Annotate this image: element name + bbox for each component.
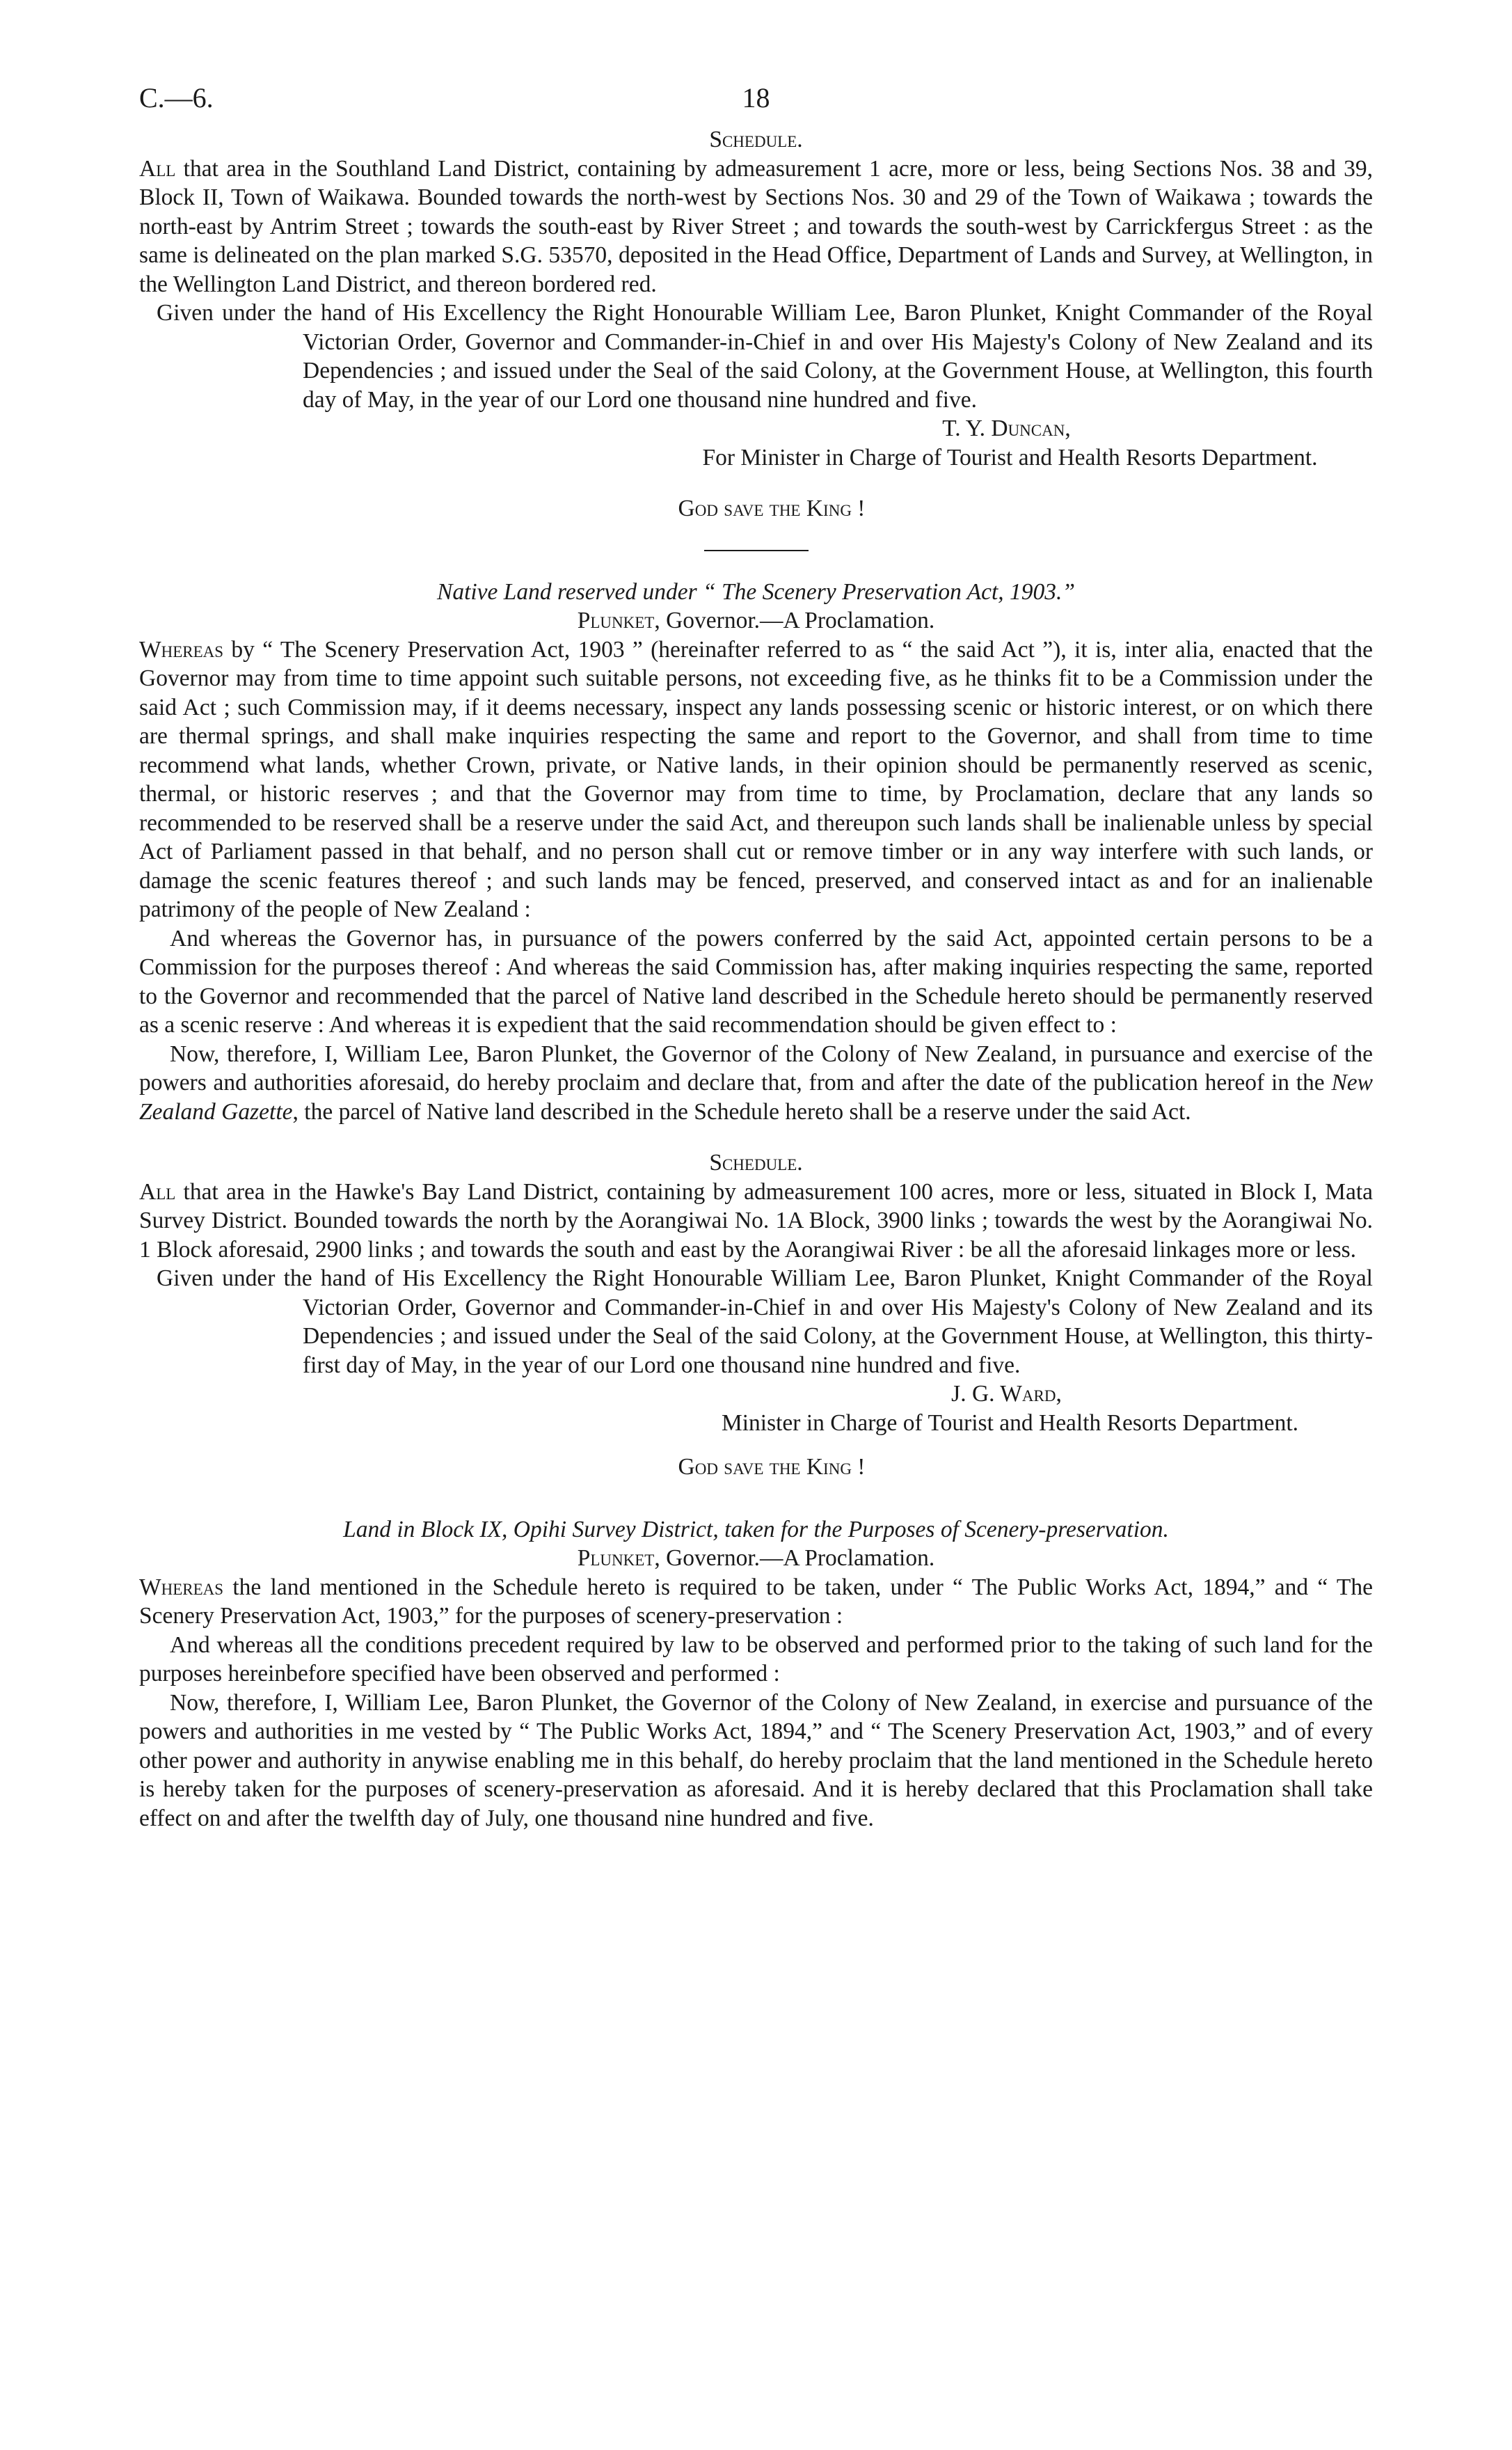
schedule-paragraph (139, 1178, 1373, 1265)
now-therefore-paragraph: Now, therefore, I, William Lee, Baron Plunket, the Governor of the Colony of New Zealand, in exercise and pursuance of the powers and authorities in me vested by “ The Public Works Act, 1894,” and “ The Scenery Preservation Act, 1903,” and of every other power and authority in anywise enabling me in this behalf, do hereby proclaim that the land mentioned in the Schedule hereto is hereby taken for the purposes of scenery-preservation as aforesaid. And it is hereby declared that this Proclamation shall take effect on and after the twelfth day of July, one thousand nine hundred and five. (139, 1689, 1373, 1831)
whereas-lead-word: Whereas (139, 1574, 224, 1600)
proclamation-title: Native Land reserved under “ The Scenery Preservation Act, 1903.” (436, 578, 1076, 605)
section-native-land-reserve (139, 578, 1373, 1482)
gazette-name: New Zealand Gazette (139, 1070, 1373, 1125)
whereas-paragraph (139, 635, 1373, 924)
schedule-paragraph (139, 155, 1373, 299)
proclamation-heading (139, 1544, 1373, 1573)
governor-name: Plunket, (577, 1545, 660, 1571)
schedule-lead-word: All (139, 155, 176, 182)
given-under-paragraph: Given under the hand of His Excellency the Right Honourable William Lee, Baron Plunket, Knight Commander of the Royal Victorian Order, Governor and Commander-in-Chief in and over His Majesty's Colony of New Zealand and its Dependencies ; and issued under the Seal of the said Colony, at the Government House, at Wellington, this thirty-first day of May, in the year of our Lord one thousand nine hundred and five. (157, 1265, 1373, 1378)
proclamation-title: Land in Block IX, Opihi Survey District, taken for the Purposes of Scenery-preservation. (343, 1516, 1169, 1542)
signatory-name: J. G. Ward, (951, 1381, 1062, 1407)
section-southland-schedule (139, 125, 1373, 523)
governor-name: Plunket, (577, 608, 660, 633)
now-therefore-text-end: , the parcel of Native land described in the Schedule hereto shall be a reserve under the said Act. (292, 1098, 1191, 1125)
schedule-text: that area in the Hawke's Bay Land District, containing by admeasurement 100 acres, more or less, situated in Block I, Mata Survey District. Bounded towards the north by the Aorangiwai No. 1A Block, 3900 links ; towards the west by the Aorangiwai No. 1 Block aforesaid, 2900 links ; and towards the south and east by the Aorangiwai River : be all the aforesaid linkages more or less. (139, 1178, 1373, 1263)
page-number: 18 (742, 82, 770, 113)
proclamation-label: Governor.—A Proclamation. (660, 1545, 935, 1571)
proclamation-label: Governor.—A Proclamation. (660, 608, 935, 633)
section-opihi-land-taken (139, 1515, 1373, 1833)
whereas-text: the land mentioned in the Schedule hereto is required to be taken, under “ The Public Works Act, 1894,” and “ The Scenery Preservation Act, 1903,” for the purposes of scenery-preservation : (139, 1574, 1373, 1629)
schedule-heading: Schedule. (709, 127, 803, 152)
and-whereas-paragraph: And whereas all the conditions precedent required by law to be observed and performed prior to the taking of such land for the purposes hereinbefore specified have been observed and performed : (139, 1631, 1373, 1686)
page-reference: C.—6. (139, 82, 214, 113)
schedule-text: that area in the Southland Land District, containing by admeasurement 1 acre, more or less, being Sections Nos. 38 and 39, Block II, Town of Waikawa. Bounded towards the north-west by Sections Nos. 30 and 29 of the Town of Waikawa ; towards the north-east by Antrim Street ; towards the south-east by River Street ; and towards the south-west by Carrickfergus Street : as the same is delineated on the plan marked S.G. 53570, deposited in the Head Office, Department of Lands and Survey, at Wellington, in the Wellington Land District, and thereon bordered red. (139, 155, 1374, 297)
and-whereas-paragraph: And whereas the Governor has, in pursuance of the powers conferred by the said Act, appointed certain persons to be a Commission for the purposes thereof : And whereas the said Commission has, after making inquiries respecting the same, reported to the Governor and recommended that the parcel of Native land described in the Schedule hereto should be permanently reserved as a scenic reserve : And whereas it is expedient that the said recommendation should be given effect to : (139, 925, 1373, 1038)
page-header (139, 77, 1373, 125)
now-therefore-paragraph (139, 1040, 1373, 1127)
schedule-heading: Schedule. (709, 1150, 803, 1176)
whereas-lead-word: Whereas (139, 636, 224, 663)
schedule-lead-word: All (139, 1178, 176, 1205)
now-therefore-text: Now, therefore, I, William Lee, Baron Plunket, the Governor of the Colony of New Zealand, in pursuance and exercise of the powers and authorities aforesaid, do hereby proclaim and declare that, from and after the date of the publication hereof in the (139, 1041, 1373, 1096)
proclamation-heading (139, 606, 1373, 635)
whereas-paragraph (139, 1573, 1373, 1631)
god-save-the-king: God save the King ! (678, 1454, 866, 1480)
section-divider (704, 550, 809, 551)
given-under-paragraph: Given under the hand of His Excellency the Right Honourable William Lee, Baron Plunket, Knight Commander of the Royal Victorian Order, Governor and Commander-in-Chief in and over His Majesty's Colony of New Zealand and its Dependencies ; and issued under the Seal of the said Colony, at the Government House, at Wellington, this fourth day of May, in the year of our Lord one thousand nine hundred and five. (157, 300, 1373, 413)
signatory-name: T. Y. Duncan, (942, 416, 1071, 441)
god-save-the-king: God save the King ! (678, 496, 866, 521)
whereas-text: by “ The Scenery Preservation Act, 1903 ” (hereinafter referred to as “ the said Act ”), it is, inter alia, enacted that the Governor may from time to time appoint such suitable persons, not exceeding five, as he thinks fit to be a Commission under the said Act ; such Commission may, if it deems necessary, inspect any lands possessing scenic or historic interest, or on which there are thermal springs, and shall make inquiries respecting the same and report to the Governor, and shall from time to time recommend what lands, whether Crown, private, or Native lands, in their opinion should be permanently reserved as scenic, thermal, or historic reserves ; and that the Governor may from time to time, by Proclamation, declare that any lands so recommended to be reserved shall be a reserve under the said Act, and thereupon such lands shall be inalienable unless by special Act of Parliament passed in that behalf, and no person shall cut or remove timber or in any way interfere with such lands, or damage the scenic features thereof ; and such lands may be fenced, preserved, and conserved intact as and for an inalienable patrimony of the people of New Zealand : (139, 636, 1373, 922)
signatory-title: Minister in Charge of Tourist and Health Resorts Department. (721, 1409, 1299, 1436)
signatory-title: For Minister in Charge of Tourist and Health Resorts Department. (702, 444, 1318, 471)
